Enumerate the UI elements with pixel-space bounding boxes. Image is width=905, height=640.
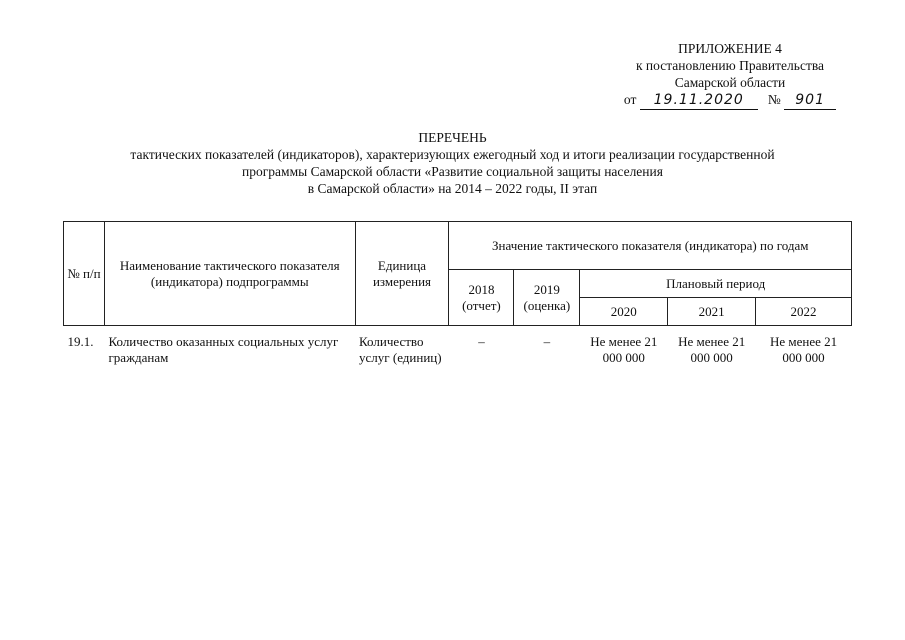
header-2019-year: 2019 <box>533 281 560 297</box>
header-2022: 2022 <box>756 298 852 326</box>
header-values: Значение тактического показателя (индикатора) по годам <box>449 222 852 270</box>
header-2021: 2021 <box>668 298 756 326</box>
row-value-2019: – <box>543 334 551 349</box>
header-2018 <box>449 270 514 326</box>
row-value-2020: Не менее 21 000 000 <box>590 334 658 365</box>
title-line-2: программы Самарской области «Развитие социальной защиты населения <box>242 164 663 179</box>
row-value-2022: Не менее 21 000 000 <box>769 334 838 365</box>
date-prefix: от <box>623 92 637 107</box>
header-2018-note: (отчет) <box>462 297 501 313</box>
header-num: № п/п <box>64 222 105 326</box>
indicators-table <box>63 221 852 372</box>
number-prefix: № <box>767 92 781 107</box>
appendix-label: ПРИЛОЖЕНИЕ 4 <box>678 41 782 56</box>
row-num: 19.1. <box>67 334 94 349</box>
row-unit: Количество услуг (единиц) <box>359 334 442 365</box>
header-2018-year: 2018 <box>468 281 495 297</box>
handwritten-number: 901 <box>784 92 836 110</box>
appendix-line-2: Самарской области <box>674 75 786 90</box>
table-row <box>64 326 852 373</box>
row-value-2021: Не менее 21 000 000 <box>678 334 746 365</box>
title-line-3: в Самарской области» на 2014 – 2022 годы, II этап <box>307 181 598 196</box>
row-value-2018: – <box>478 334 485 349</box>
appendix-line-1: к постановлению Правительства <box>635 58 825 73</box>
header-unit: Единица измерения <box>355 222 449 326</box>
handwritten-date: 19.11.2020 <box>640 92 758 110</box>
row-name: Количество оказанных социальных услуг гражданам <box>108 334 339 365</box>
header-2020: 2020 <box>580 298 668 326</box>
appendix-date-line <box>560 91 900 110</box>
appendix-header <box>560 40 900 110</box>
title-heading: ПЕРЕЧЕНЬ <box>418 130 487 145</box>
header-2019 <box>514 270 580 326</box>
document-title <box>0 129 905 197</box>
header-2019-note: (оценка) <box>523 297 571 313</box>
header-planned: Плановый период <box>580 270 852 298</box>
header-name: Наименование тактического показателя (индикатора) подпрограммы <box>104 222 355 326</box>
title-line-1: тактических показателей (индикаторов), характеризующих ежегодный ход и итоги реализации государственной <box>130 147 775 162</box>
